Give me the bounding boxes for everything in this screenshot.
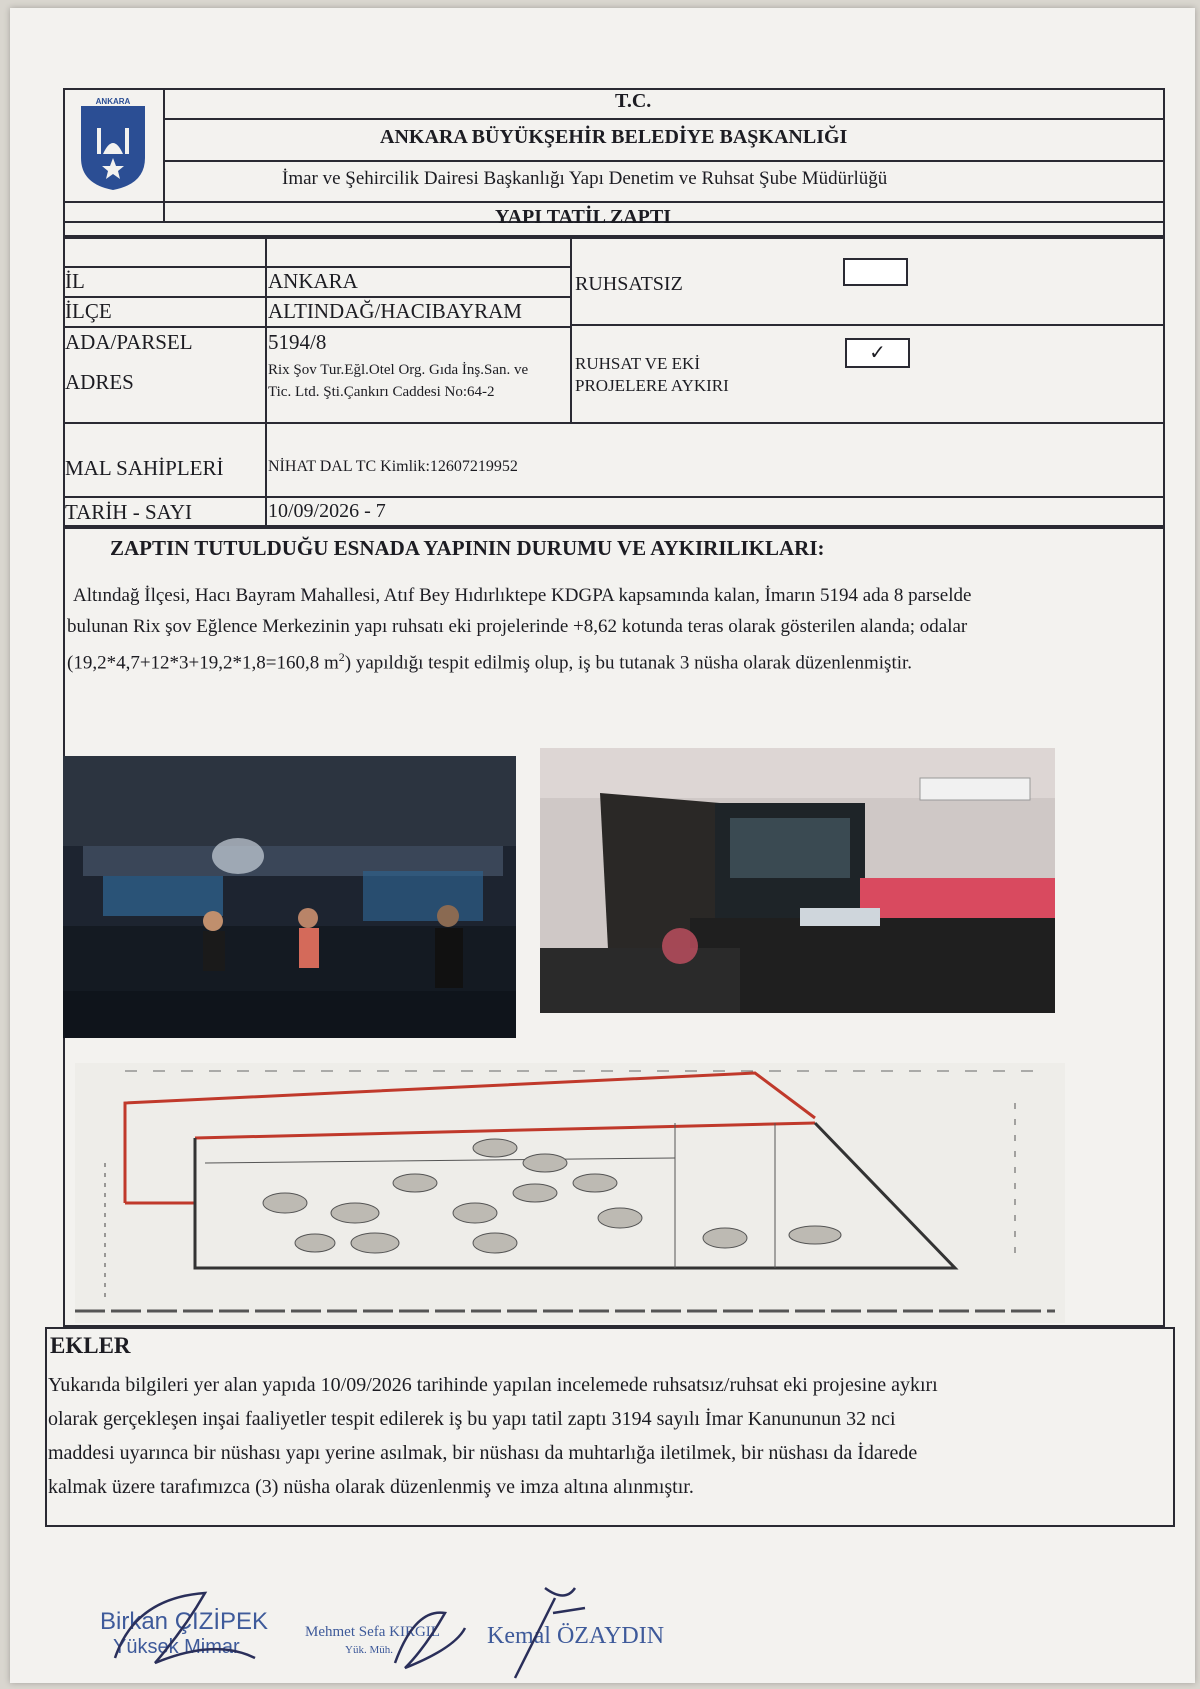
description-line-2: bulunan Rix şov Eğlence Merkezinin yapı ruhsatı eki projelerinde +8,62 kotunda teras olarak gösterilen alanda; odalar: [67, 616, 968, 637]
ekler-paragraph: [48, 1368, 1173, 1504]
ada-label: ADA/PARSEL: [65, 330, 193, 354]
description-line-1: Altındağ İlçesi, Hacı Bayram Mahallesi, Atıf Bey Hıdırlıktepe KDGPA kapsamında kalan, İmarın 5194 ada 8 parselde: [73, 585, 972, 606]
header-department: İmar ve Şehircilik Dairesi Başkanlığı Yapı Denetim ve Ruhsat Şube Müdürlüğü: [282, 168, 888, 189]
signature-2-name: Mehmet Sefa KIRGIL: [305, 1624, 440, 1640]
ada-value: 5194/8: [268, 330, 327, 354]
check-mark-icon: ✓: [869, 342, 886, 364]
ilce-value: ALTINDAĞ/HACIBAYRAM: [268, 299, 522, 323]
signature-2-title: Yük. Müh.: [345, 1644, 393, 1656]
description-line-3: (19,2*4,7+12*3+19,2*1,8=160,8 $m^2$) yapıldığı tespit edilmiş olup, iş bu tutanak 3 nüsha olarak düzenlenmiştir.: [67, 650, 913, 674]
ekler-line-2: olarak gerçekleşen inşai faaliyetler tespit edilerek iş bu yapı tatil zaptı 3194 sayılı İmar Kanununun 32 nci: [48, 1408, 896, 1430]
signature-1-title: Yüksek Mimar: [113, 1636, 240, 1658]
il-label: İL: [65, 269, 85, 293]
mal-sahipleri-label: MAL SAHİPLERİ: [65, 456, 224, 480]
svg-text:ANKARA: ANKARA: [95, 97, 131, 106]
handwritten-signatures: [95, 1568, 655, 1688]
inspection-photo-2: [540, 748, 1055, 1013]
ruhsatsiz-label: RUHSATSIZ: [575, 273, 683, 295]
tarih-sayi-value: 10/09/2026 - 7: [268, 500, 386, 522]
aykiri-label-line1: RUHSAT VE EKİ: [575, 354, 700, 373]
floor-plan-drawing: [75, 1063, 1065, 1323]
adres-label: ADRES: [65, 370, 134, 394]
document-page: [10, 8, 1195, 1683]
aykiri-checkbox[interactable]: [845, 338, 910, 368]
yapi-tatil-zapti-form: [48, 68, 1175, 1658]
tarih-sayi-label: TARİH - SAYI: [65, 500, 193, 524]
section-title: ZAPTIN TUTULDUĞU ESNADA YAPININ DURUMU VE AYKIRILIKLARI:: [110, 536, 825, 560]
ilce-label: İLÇE: [65, 299, 112, 323]
il-value: ANKARA: [268, 269, 358, 293]
form-title: YAPI TATİL ZAPTI: [495, 206, 671, 228]
adres-value-line1: Rix Şov Tur.Eğl.Otel Org. Gıda İnş.San. ve: [268, 362, 529, 378]
mal-sahipleri-value: NİHAT DAL TC Kimlik:12607219952: [268, 458, 518, 475]
ruhsatsiz-checkbox[interactable]: [843, 258, 908, 286]
header-municipality: ANKARA BÜYÜKŞEHİR BELEDİYE BAŞKANLIĞI: [380, 126, 848, 148]
ekler-line-1: Yukarıda bilgileri yer alan yapıda 10/09/2026 tarihinde yapılan incelemede ruhsatsız/ruhsat eki projesine aykırı: [48, 1374, 938, 1396]
signature-3-name: Kemal ÖZAYDIN: [487, 1623, 665, 1649]
inspection-photo-1: [63, 756, 516, 1038]
header-tc: T.C.: [615, 90, 652, 112]
description-paragraph: [67, 580, 1162, 678]
ankara-logo: [77, 96, 149, 192]
ekler-line-4: kalmak üzere tarafımızca (3) nüsha olarak düzenlenmiş ve imza altına alınmıştır.: [48, 1476, 694, 1498]
ekler-title: EKLER: [50, 1333, 131, 1358]
ekler-line-3: maddesi uyarınca bir nüshası yapı yerine asılmak, bir nüshası da muhtarlığa iletilmek, bir nüshası da İdarede: [48, 1442, 918, 1464]
signature-1-name: Birkan ÇİZİPEK: [100, 1608, 269, 1635]
aykiri-label-line2: PROJELERE AYKIRI: [575, 376, 729, 395]
adres-value-line2: Tic. Ltd. Şti.Çankırı Caddesi No:64-2: [268, 384, 495, 400]
